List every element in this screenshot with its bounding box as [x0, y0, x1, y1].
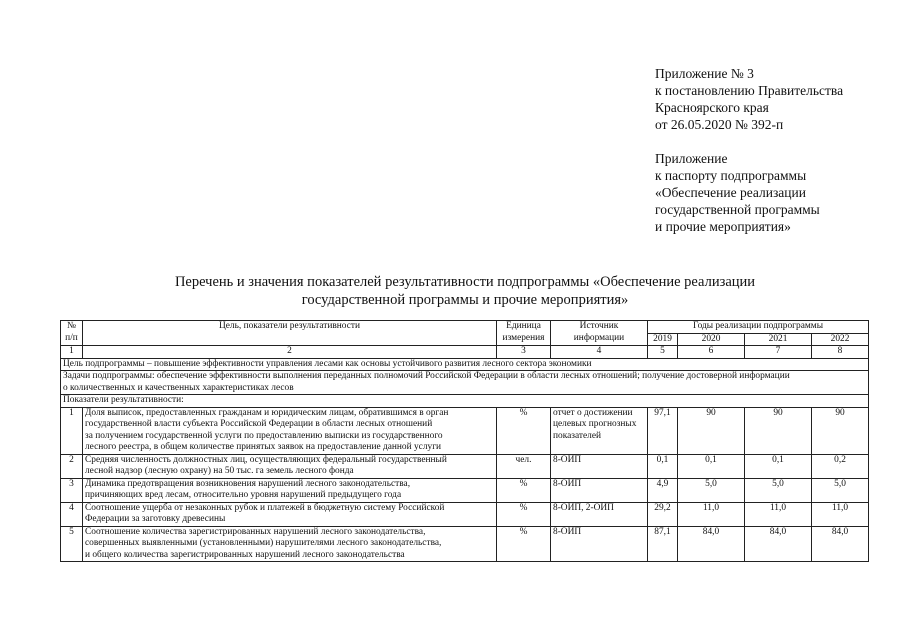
indicator-source: 8-ОИП, 2-ОИП [551, 502, 648, 526]
value-2021: 84,0 [745, 526, 812, 562]
appendix-line: к постановлению Правительства [655, 83, 844, 98]
indicator-name: Динамика предотвращения возникновения нарушений лесного законодательства, причиняющих вред лесам, относительно уровня нарушений предыдущего года [83, 478, 497, 502]
value-2020: 5,0 [678, 478, 745, 502]
appendix-line: к паспорту подпрограммы [655, 168, 807, 183]
appendix-line: Приложение № 3 [655, 66, 754, 81]
col-number: 2 [83, 346, 497, 359]
subprogram-tasks: Задачи подпрограммы: обеспечение эффективности выполнения переданных полномочий Российской Федерации в области лесных отношений; получение достоверной информации о количественных и качественных характеристиках лесов [61, 371, 869, 395]
value-2020: 11,0 [678, 502, 745, 526]
value-2019: 4,9 [648, 478, 678, 502]
indicator-source: отчет о достижении целевых прогнозных показателей [551, 407, 648, 454]
indicator-name: Доля выписок, предоставленных гражданам и юридическим лицам, обратившимся в орган государственной власти субъекта Российской Федерации в области лесных отношений за получением государственной услуги по предоставлению выписки из государственного лесного реестра, в общем количестве принятых заявок на предоставление данной услуги [83, 407, 497, 454]
header-unit: Единица измерения [497, 321, 551, 346]
value-2021: 5,0 [745, 478, 812, 502]
value-2020: 84,0 [678, 526, 745, 562]
indicator-unit: % [497, 526, 551, 562]
header-no: № п/п [61, 321, 83, 346]
indicator-source: 8-ОИП [551, 526, 648, 562]
header-goal: Цель, показатели результативности [83, 321, 497, 346]
value-2022: 5,0 [812, 478, 869, 502]
value-2020: 90 [678, 407, 745, 454]
table-row [61, 502, 869, 526]
value-2019: 97,1 [648, 407, 678, 454]
row-number: 2 [61, 454, 83, 478]
col-number: 6 [678, 346, 745, 359]
value-2019: 0,1 [648, 454, 678, 478]
indicator-source: 8-ОИП [551, 454, 648, 478]
col-number: 3 [497, 346, 551, 359]
row-number: 5 [61, 526, 83, 562]
header-years-group: Годы реализации подпрограммы [648, 321, 869, 334]
appendix-line: от 26.05.2020 № 392-п [655, 117, 784, 132]
header-row [61, 321, 869, 334]
table-row [61, 478, 869, 502]
title-line-1: Перечень и значения показателей результативности подпрограммы «Обеспечение реализации [174, 274, 756, 290]
indicators-heading: Показатели результативности: [61, 395, 869, 408]
col-number: 7 [745, 346, 812, 359]
row-number: 1 [61, 407, 83, 454]
value-2022: 0,2 [812, 454, 869, 478]
value-2021: 11,0 [745, 502, 812, 526]
appendix-block-passport [655, 150, 895, 235]
indicator-unit: % [497, 407, 551, 454]
indicator-name: Соотношение количества зарегистрированных нарушений лесного законодательства, совершенных выявленными (установленными) нарушителями лесного законодательства, и общего количества зарегистрированных нарушений лесного законодательства [83, 526, 497, 562]
tasks-row [61, 371, 869, 395]
appendix-line: государственной программы [655, 202, 820, 217]
value-2022: 90 [812, 407, 869, 454]
document-title [60, 273, 870, 309]
value-2020: 0,1 [678, 454, 745, 478]
indicator-source: 8-ОИП [551, 478, 648, 502]
indicators-table [60, 320, 869, 562]
header-source: Источник информации [551, 321, 648, 346]
appendix-line: и прочие мероприятия» [655, 219, 791, 234]
indicator-unit: чел. [497, 454, 551, 478]
appendix-line: «Обеспечение реализации [655, 185, 806, 200]
value-2022: 11,0 [812, 502, 869, 526]
indicator-unit: % [497, 478, 551, 502]
col-number: 1 [61, 346, 83, 359]
header-year: 2019 [648, 333, 678, 346]
row-number: 3 [61, 478, 83, 502]
header-year: 2020 [678, 333, 745, 346]
header-year: 2022 [812, 333, 869, 346]
header-year: 2021 [745, 333, 812, 346]
value-2022: 84,0 [812, 526, 869, 562]
column-numbers-row [61, 346, 869, 359]
col-number: 8 [812, 346, 869, 359]
indicator-unit: % [497, 502, 551, 526]
indicator-name: Средняя численность должностных лиц, осуществляющих федеральный государственный лесной надзор (лесную охрану) на 50 тыс. га земель лесного фонда [83, 454, 497, 478]
value-2019: 29,2 [648, 502, 678, 526]
indicators-row [61, 395, 869, 408]
subprogram-goal: Цель подпрограммы – повышение эффективности управления лесами как основы устойчивого развития лесного сектора экономики [61, 358, 869, 371]
value-2021: 90 [745, 407, 812, 454]
title-line-2: государственной программы и прочие мероприятия» [301, 292, 629, 308]
value-2019: 87,1 [648, 526, 678, 562]
table-row [61, 407, 869, 454]
appendix-line: Красноярского края [655, 100, 769, 115]
col-number: 5 [648, 346, 678, 359]
indicator-name: Соотношение ущерба от незаконных рубок и платежей в бюджетную систему Российской Федерации за заготовку древесины [83, 502, 497, 526]
appendix-block-resolution [655, 65, 895, 133]
table-row [61, 526, 869, 562]
col-number: 4 [551, 346, 648, 359]
appendix-line: Приложение [655, 151, 728, 166]
value-2021: 0,1 [745, 454, 812, 478]
table-row [61, 454, 869, 478]
goal-row [61, 358, 869, 371]
row-number: 4 [61, 502, 83, 526]
